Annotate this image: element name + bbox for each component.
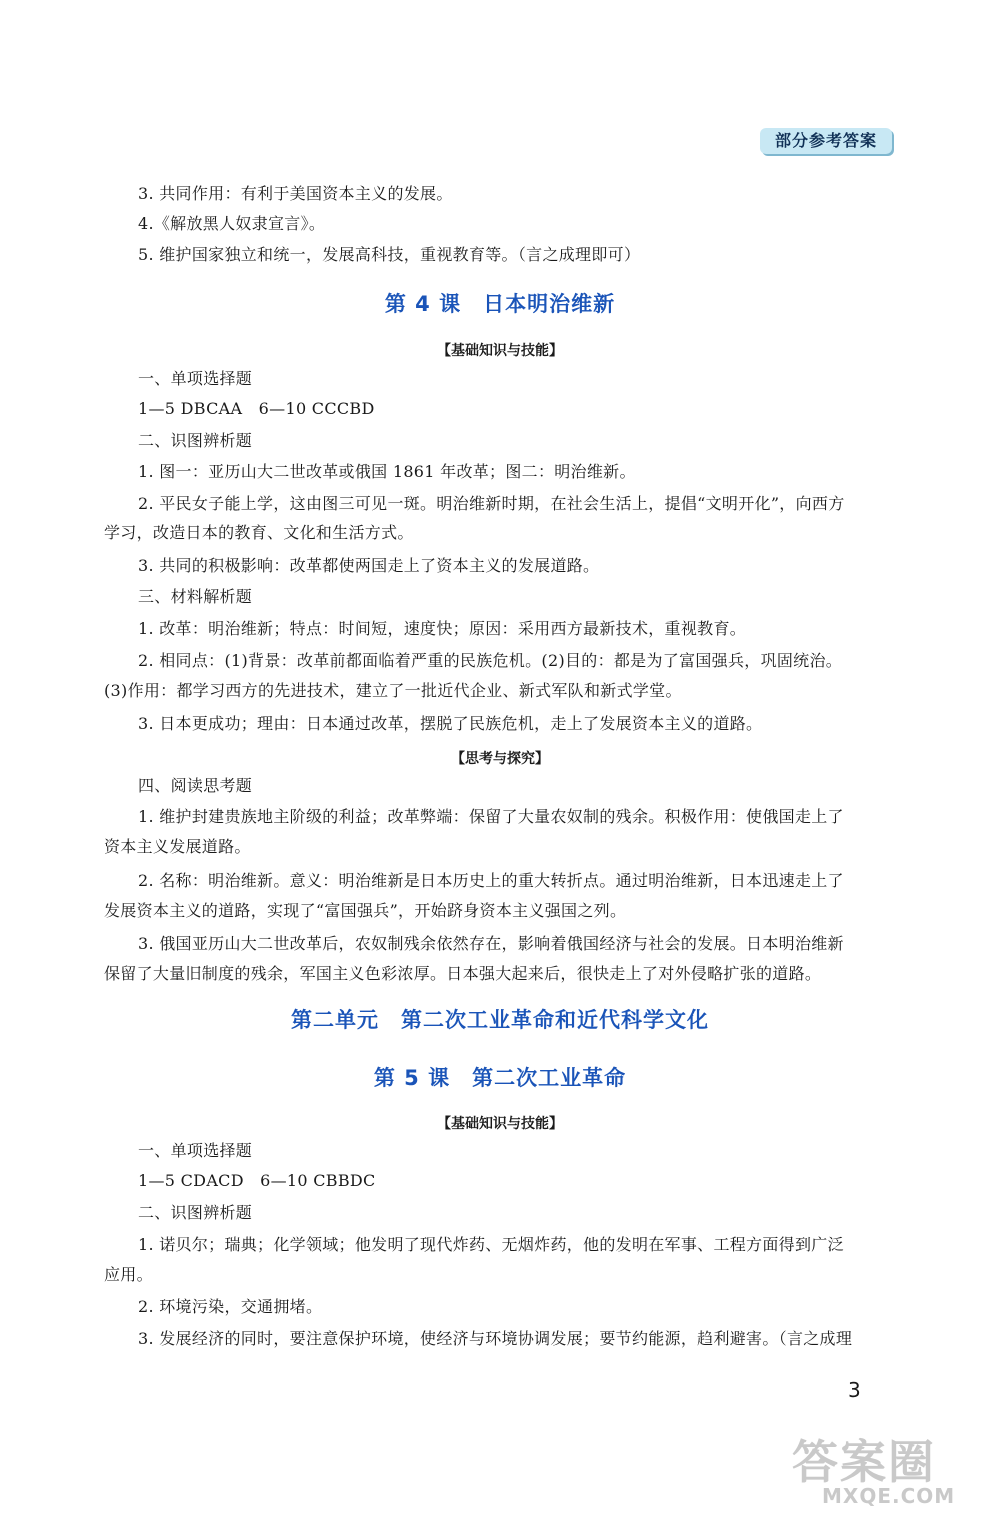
answer-line-continued: 发展资本主义的道路，实现了“富国强兵”，开始跻身资本主义强国之列。 — [104, 901, 627, 920]
answer-line-continued: 保留了大量旧制度的残余，军国主义色彩浓厚。日本强大起来后，很快走上了对外侵略扩张的道路。 — [104, 964, 822, 983]
section-subheading: 【基础知识与技能】 — [437, 1116, 563, 1132]
watermark-url: MXQE.COM — [822, 1484, 956, 1508]
answer-line: 3. 共同的积极影响：改革都使两国走上了资本主义的发展道路。 — [138, 556, 600, 575]
answer-key-line: 1—5 CDACD 6—10 CBBDC — [138, 1171, 376, 1190]
page-number: 3 — [848, 1378, 861, 1402]
answer-line: 5. 维护国家独立和统一，发展高科技，重视教育等。（言之成理即可） — [138, 245, 641, 264]
answer-line-continued: 学习，改造日本的教育、文化和生活方式。 — [104, 523, 414, 542]
watermark-logo — [792, 1426, 992, 1512]
answer-line: 2. 环境污染，交通拥堵。 — [138, 1297, 323, 1316]
watermark-logo-text: 答案圈 — [792, 1435, 936, 1489]
question-type-heading: 二、识图辨析题 — [138, 1203, 253, 1222]
answer-line: 1. 图一：亚历山大二世改革或俄国 1861 年改革；图二：明治维新。 — [138, 462, 636, 481]
answer-line: 3. 共同作用：有利于美国资本主义的发展。 — [138, 184, 453, 203]
lesson-title: 第 4 课 日本明治维新 — [384, 292, 616, 316]
question-type-heading: 一、单项选择题 — [138, 369, 253, 388]
answer-line: 3. 日本更成功；理由：日本通过改革，摆脱了民族危机，走上了发展资本主义的道路。 — [138, 714, 763, 733]
question-type-heading: 三、材料解析题 — [138, 587, 253, 606]
answer-line: 1. 诺贝尔；瑞典；化学领域；他发明了现代炸药、无烟炸药，他的发明在军事、工程方面得到广泛 — [138, 1235, 844, 1254]
answer-line: 4.《解放黑人奴隶宣言》。 — [138, 214, 326, 233]
answer-line: 1. 维护封建贵族地主阶级的利益；改革弊端：保留了大量农奴制的残余。积极作用：使俄国走上了 — [138, 807, 844, 826]
section-subheading: 【思考与探究】 — [451, 751, 549, 767]
question-type-heading: 二、识图辨析题 — [138, 431, 253, 450]
answer-line-continued: 资本主义发展道路。 — [104, 837, 251, 856]
answer-line: 1. 改革：明治维新；特点：时间短，速度快；原因：采用西方最新技术，重视教育。 — [138, 619, 747, 638]
lesson-title: 第 5 课 第二次工业革命 — [373, 1066, 627, 1090]
question-type-heading: 一、单项选择题 — [138, 1141, 253, 1160]
answer-line-continued: (3)作用：都学习西方的先进技术，建立了一批近代企业、新式军队和新式学堂。 — [104, 681, 682, 700]
answer-line: 2. 名称：明治维新。意义：明治维新是日本历史上的重大转折点。通过明治维新，日本迅速走上了 — [138, 871, 844, 890]
answer-key-line: 1—5 DBCAA 6—10 CCCBD — [138, 399, 375, 418]
section-subheading: 【基础知识与技能】 — [437, 343, 563, 359]
answer-section-badge: 部分参考答案 — [760, 128, 892, 154]
answer-line: 2. 相同点：(1)背景：改革前都面临着严重的民族危机。(2)目的：都是为了富国强兵，巩固统治。 — [138, 651, 843, 670]
unit-title: 第二单元 第二次工业革命和近代科学文化 — [291, 1008, 709, 1032]
answer-line: 3. 俄国亚历山大二世改革后，农奴制残余依然存在，影响着俄国经济与社会的发展。日本明治维新 — [138, 934, 844, 953]
question-type-heading: 四、阅读思考题 — [138, 776, 253, 795]
answer-line: 3. 发展经济的同时，要注意保护环境，使经济与环境协调发展；要节约能源，趋利避害。（言之成理 — [138, 1329, 853, 1348]
answer-line-continued: 应用。 — [104, 1265, 153, 1284]
answer-line: 2. 平民女子能上学，这由图三可见一斑。明治维新时期，在社会生活上，提倡“文明开化”，向西方 — [138, 494, 845, 513]
